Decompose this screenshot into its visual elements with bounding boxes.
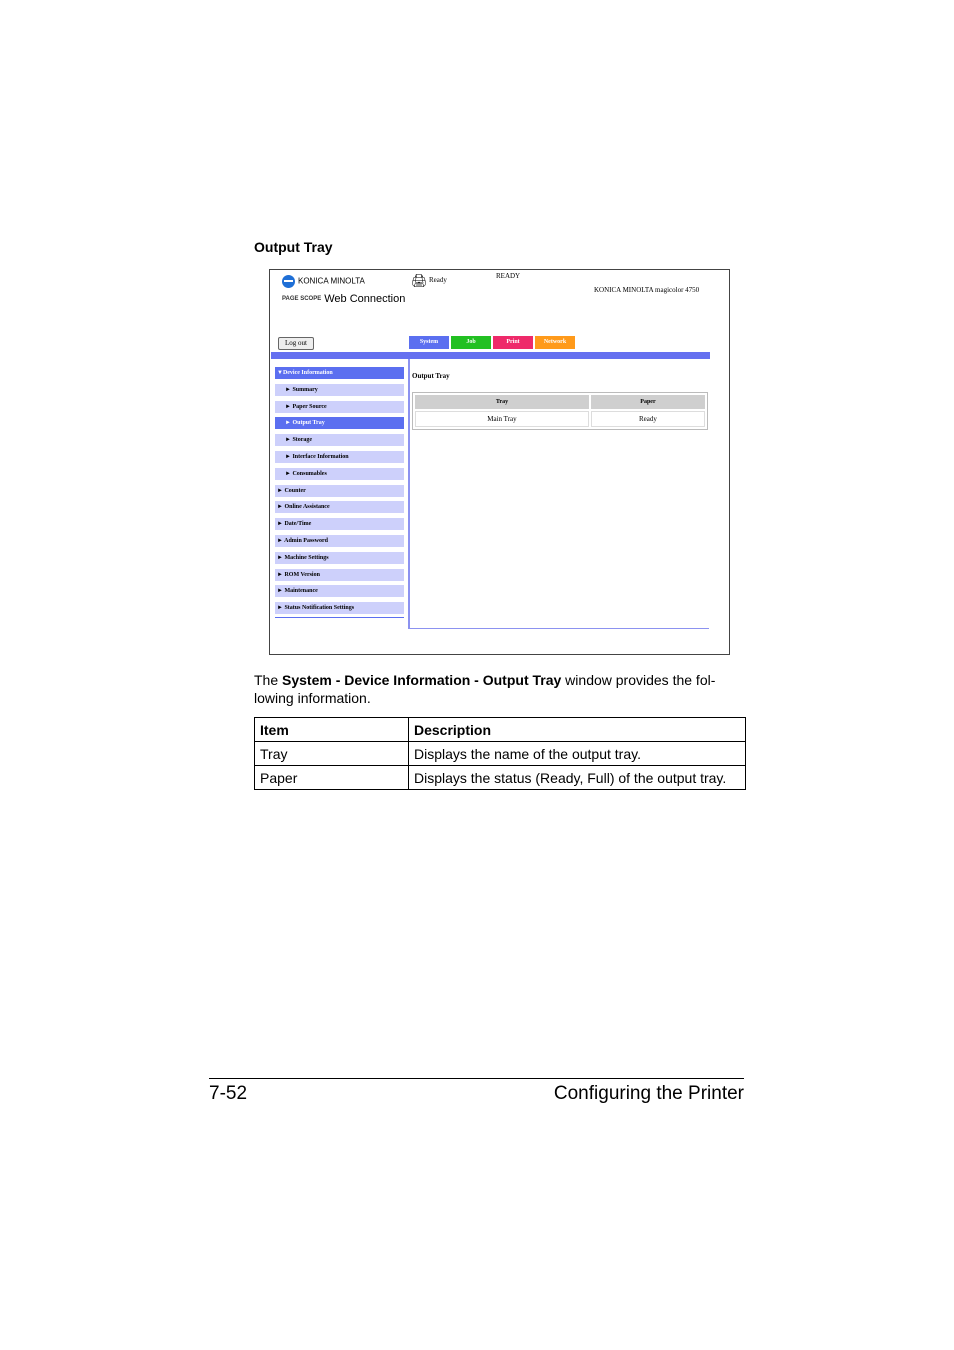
item-cell: Tray [255,742,409,766]
paragraph-prefix: The [254,672,283,688]
sidebar-item[interactable]: ► Status Notification Settings [275,602,404,614]
web-connection-label: Web Connection [324,293,406,305]
brand-name: KONICA MINOLTA [298,276,365,286]
sidebar-item[interactable]: ► Output Tray [275,417,404,429]
description-cell: Displays the status (Ready, Full) of the output tray. [409,766,746,790]
sidebar-divider [408,359,410,629]
tab-job[interactable]: Job [451,336,491,349]
footer-rule [209,1078,744,1079]
tray-cell: Main Tray [415,411,589,427]
pagescope-icon: PAGE SCOPE [282,296,322,303]
column-header-description: Description [409,718,746,742]
sidebar-item[interactable]: ► ROM Version [275,569,404,581]
tab-system[interactable]: System [409,336,449,349]
item-description-table [254,717,746,790]
status-small: Ready [429,276,447,284]
paper-cell: Ready [591,411,705,427]
column-header-paper: Paper [591,395,705,409]
sidebar-item[interactable]: ▼Device Information [275,367,404,379]
content-title: Output Tray [412,372,450,380]
sidebar-item[interactable]: ► Date/Time [275,518,404,530]
column-header-item: Item [255,718,409,742]
table-header-row [415,395,705,409]
table-row [415,411,705,427]
sidebar-item[interactable]: ► Paper Source [275,401,404,413]
brand-logo [282,275,365,288]
column-header-tray: Tray [415,395,589,409]
table-row [255,742,746,766]
konica-globe-icon [282,275,295,288]
sidebar-item[interactable]: ► Admin Password [275,535,404,547]
tab-print[interactable]: Print [493,336,533,349]
sidebar [275,367,404,618]
main-tabs [409,336,575,349]
web-connection-logo [282,293,405,305]
sidebar-item[interactable]: ► Machine Settings [275,552,404,564]
item-cell: Paper [255,766,409,790]
sidebar-item[interactable]: ► Storage [275,434,404,446]
page-number: 7-52 [209,1083,248,1104]
sidebar-item[interactable]: ► Online Assistance [275,501,404,513]
output-tray-table [412,392,708,430]
printer-icon: 🖨 [411,273,428,288]
sidebar-end-line [275,617,404,618]
content-bottom-line [409,628,709,629]
description-cell: Displays the name of the output tray. [409,742,746,766]
paragraph-bold: System - Device Information - Output Tray [282,672,562,688]
chapter-title: Configuring the Printer [553,1083,744,1104]
paragraph-suffix: window provides the fol-lowing information. [254,672,716,706]
description-paragraph [254,671,744,707]
sidebar-item[interactable]: ► Maintenance [275,585,404,597]
sidebar-item[interactable]: ► Counter [275,485,404,497]
status-display: READY [496,272,521,280]
header-bar [271,352,710,359]
model-name: KONICA MINOLTA magicolor 4750 [594,286,700,294]
sidebar-item[interactable]: ► Consumables [275,468,404,480]
table-header-row [255,718,746,742]
tab-network[interactable]: Network [535,336,575,349]
web-connection-screenshot [269,269,730,655]
sidebar-item[interactable]: ► Interface Information [275,451,404,463]
logout-button[interactable]: Log out [278,337,314,350]
section-heading: Output Tray [254,239,333,255]
sidebar-item[interactable]: ► Summary [275,384,404,396]
table-row [255,766,746,790]
